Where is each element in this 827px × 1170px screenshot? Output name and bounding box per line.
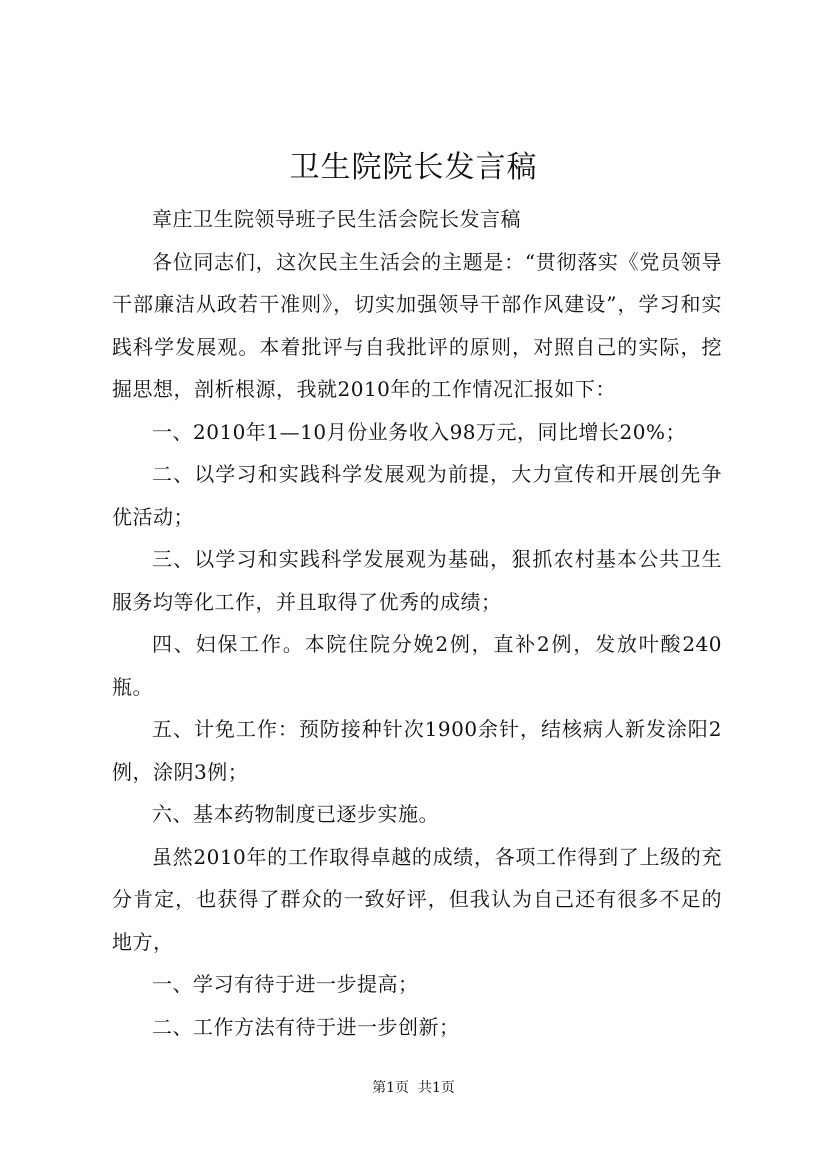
paragraph-item-6: 六、基本药物制度已逐步实施。 bbox=[152, 802, 439, 826]
page-number-label: 第1页 共1页 bbox=[372, 1080, 455, 1096]
paragraph-item-1: 一、2010年1—10月份业务收入98万元，同比增长20%； bbox=[152, 419, 686, 444]
paragraph-shortcoming-1: 一、学习有待于进一步提高； bbox=[152, 972, 419, 996]
paragraph-item-5: 五、计免工作：预防接种针次1900余针，结核病人新发涂阳2例，涂阴3例； bbox=[112, 717, 722, 784]
paragraph-intro: 各位同志们，这次民主生活会的主题是：“贯彻落实《党员领导干部廉洁从政若干准则》，切实加强领导干部作风建设”，学习和实践科学发展观。本着批评与自我批评的原则，对照自己的实际，挖掘思想，剖析根源，我就2010年的工作情况汇报如下： bbox=[112, 249, 722, 401]
paragraph-item-3: 三、以学习和实践科学发展观为基础，狠抓农村基本公共卫生服务均等化工作，并且取得了优秀的成绩； bbox=[112, 547, 722, 614]
paragraph-item-2: 二、以学习和实践科学发展观为前提，大力宣传和开展创先争优活动； bbox=[112, 462, 722, 529]
paragraph-summary: 虽然2010年的工作取得卓越的成绩，各项工作得到了上级的充分肯定，也获得了群众的一致好评，但我认为自己还有很多不足的地方， bbox=[112, 844, 722, 954]
paragraph-subtitle: 章庄卫生院领导班子民生活会院长发言稿 bbox=[152, 207, 521, 231]
page-footer bbox=[0, 1078, 827, 1098]
paragraph-shortcoming-2: 二、工作方法有待于进一步创新； bbox=[152, 1014, 460, 1039]
document-title: 卫生院院长发言稿 bbox=[289, 150, 538, 185]
paragraph-item-4: 四、妇保工作。本院住院分娩2例，直补2例，发放叶酸240瓶。 bbox=[112, 632, 722, 699]
document-body bbox=[112, 198, 722, 1048]
